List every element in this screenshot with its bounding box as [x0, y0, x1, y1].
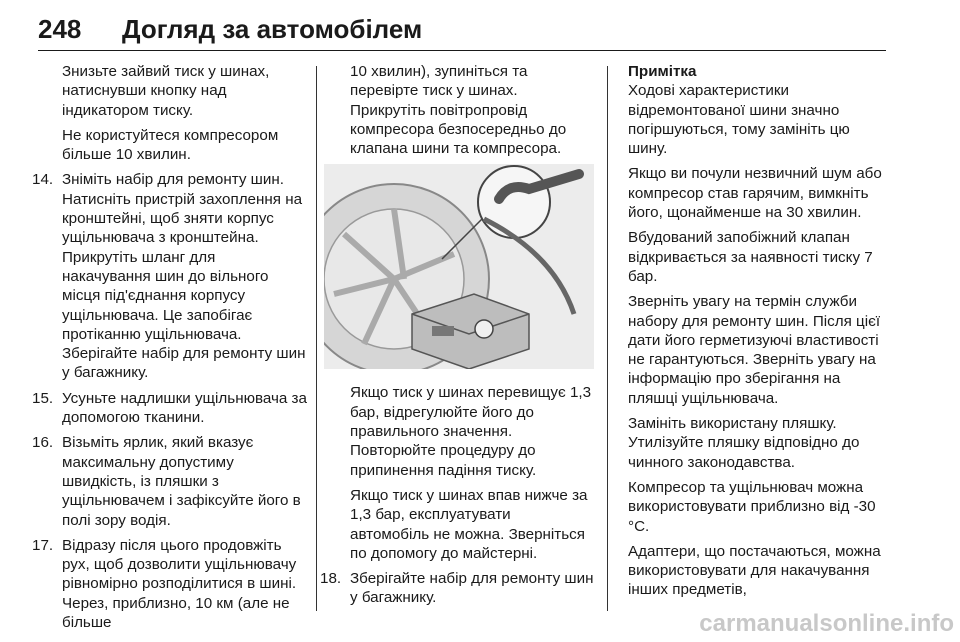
column-divider: [607, 66, 608, 611]
paragraph: Не користуйтеся компресором більше 10 хвилин.: [62, 126, 279, 164]
page-title: Догляд за автомобілем: [122, 14, 423, 44]
step-text: Відразу після цього продовжіть рух, щоб дозволити ущільнювачу рівномірно розподілитися в шині. Через, приблизно, 10 км (але не більше: [62, 536, 297, 632]
note-paragraph: Вбудований запобіжний клапан відкривається за наявності тиску 7 бар.: [628, 229, 873, 285]
step-14: [32, 170, 308, 382]
column-divider: [316, 66, 317, 611]
watermark: carmanualsonline.info: [699, 610, 954, 637]
page-header: [38, 14, 886, 51]
paragraph: 10 хвилин), зупиніться та перевірте тиск у шинах. Прикрутіть повітропровід компресора безпосередньо до клапана шини та компресора.: [350, 63, 567, 158]
paragraph: Якщо тиск у шинах перевищує 1,3 бар, відрегулюйте його до правильного значення. Повторюйте процедуру до припинення падіння тиску.: [350, 384, 592, 479]
page-number: 248: [38, 14, 82, 44]
note-title: Примітка: [628, 63, 697, 80]
column-right: [628, 62, 890, 606]
step-text: Зберігайте набір для ремонту шин у багажнику.: [350, 570, 594, 607]
step-16: [32, 433, 308, 529]
compressor-illustration: [324, 164, 594, 369]
step-text: Усуньте надлишки ущільнювача за допомогою тканини.: [62, 389, 307, 427]
step-number: 16.: [32, 434, 54, 452]
column-left: [32, 62, 308, 638]
note-paragraph: Якщо ви почули незвичний шум або компресор став гарячим, вимкніть його, щонайменше на 30 хвилин.: [628, 165, 882, 222]
step-text: Зніміть набір для ремонту шин. Натисніть пристрій захоплення на кронштейні, щоб зняти корпус ущільнювача з кронштейна. Прикрутіть шланг для накачування шин до вільного місця під'єднання корпусу ущільнювача. Це запобігає протіканню ущільнювача. Зберігайте набір для ремонту шин у багажнику.: [62, 171, 306, 382]
note-paragraph: Ходові характеристики відремонтованої шини значно погіршуються, тому замініть цю шину.: [628, 82, 850, 158]
step-number: 15.: [32, 389, 54, 407]
paragraph: Знизьте зайвий тиск у шинах, натиснувши кнопку над індикатором тиску.: [62, 63, 270, 119]
step-text: Візьміть ярлик, який вказує максимальну допустиму швидкість, із пляшки з ущільнювачем і зафіксуйте його в полі зору водія.: [62, 434, 301, 529]
step-18: [320, 569, 594, 608]
step-17: [32, 536, 308, 632]
step-number: 18.: [320, 570, 342, 588]
note-paragraph: Адаптери, що постачаються, можна використовувати для накачування інших предметів,: [628, 542, 881, 599]
note-paragraph: Зверніть увагу на термін служби набору для ремонту шин. Після цієї дати його герметизуючі властивості не гарантуються. Зверніть увагу на інформацію про зберігання на пляшці ущільнювача.: [628, 293, 881, 407]
note-paragraph: Замініть використану пляшку. Утилізуйте пляшку відповідно до чинного законодавства.: [628, 415, 860, 471]
column-middle: [320, 62, 594, 614]
note-paragraph: Компресор та ущільнювач можна використовувати приблизно від -30 °C.: [628, 478, 876, 535]
paragraph: Якщо тиск у шинах впав нижче за 1,3 бар, експлуатувати автомобіль не можна. Зверніться по допомогу до майстерні.: [350, 486, 588, 562]
step-15: [32, 389, 308, 428]
step-number: 14.: [32, 171, 54, 189]
step-number: 17.: [32, 536, 54, 554]
